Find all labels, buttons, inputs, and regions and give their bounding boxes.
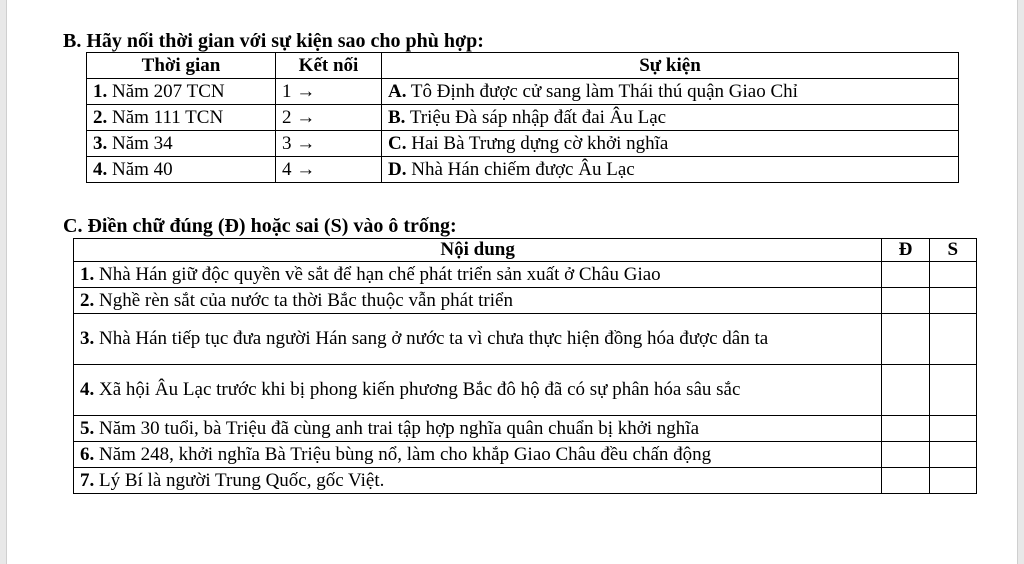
header-true: Đ	[882, 239, 929, 262]
table-row	[74, 288, 977, 314]
false-answer-box[interactable]	[929, 262, 976, 288]
table-row	[74, 442, 977, 468]
connect-cell[interactable]: 1 →	[276, 79, 382, 105]
row-number: 6.	[80, 443, 95, 465]
statement-text: Năm 30 tuổi, bà Triệu đã cùng anh trai tập hợp nghĩa quân chuẩn bị khởi nghĩa	[99, 417, 700, 439]
true-answer-box[interactable]	[882, 416, 929, 442]
row-number: 4.	[93, 158, 108, 180]
connect-cell[interactable]: 2 →	[276, 105, 382, 131]
statement-cell	[74, 416, 882, 442]
event-letter: A.	[388, 80, 407, 102]
connect-cell[interactable]: 4 →	[276, 157, 382, 183]
table-row	[87, 79, 959, 105]
time-cell	[87, 131, 276, 157]
true-answer-box[interactable]	[882, 442, 929, 468]
header-false: S	[929, 239, 976, 262]
row-number: 1.	[93, 80, 108, 102]
time-text: Năm 34	[112, 132, 173, 154]
event-cell	[382, 79, 959, 105]
event-letter: B.	[388, 106, 406, 128]
table-row	[74, 365, 977, 416]
true-answer-box[interactable]	[882, 314, 929, 365]
time-cell	[87, 79, 276, 105]
false-answer-box[interactable]	[929, 416, 976, 442]
time-text: Năm 111 TCN	[112, 106, 224, 128]
event-text: Nhà Hán chiếm được Âu Lạc	[411, 158, 635, 180]
event-text: Triệu Đà sáp nhập đất đai Âu Lạc	[409, 106, 667, 128]
true-answer-box[interactable]	[882, 365, 929, 416]
row-number: 3.	[93, 132, 108, 154]
row-number: 4.	[80, 379, 95, 400]
statement-text: Xã hội Âu Lạc trước khi bị phong kiến phương Bắc đô hộ đã có sự phân hóa sâu sắc	[99, 379, 741, 400]
event-text: Tô Định được cử sang làm Thái thú quận Giao Chỉ	[410, 80, 798, 102]
false-answer-box[interactable]	[929, 468, 976, 494]
statement-cell	[74, 442, 882, 468]
table-row	[74, 262, 977, 288]
statement-cell	[74, 262, 882, 288]
table-row	[87, 131, 959, 157]
section-c-heading: C. Điền chữ đúng (Đ) hoặc sai (S) vào ô trống:	[63, 215, 457, 237]
time-text: Năm 40	[112, 158, 173, 180]
row-number: 1.	[80, 263, 95, 285]
header-content: Nội dung	[74, 239, 882, 262]
event-cell	[382, 105, 959, 131]
row-number: 3.	[80, 328, 95, 349]
header-time: Thời gian	[87, 53, 276, 79]
statement-text: Nhà Hán tiếp tục đưa người Hán sang ở nước ta vì chưa thực hiện đồng hóa được dân ta	[99, 328, 769, 349]
true-false-table	[73, 238, 977, 494]
time-text: Năm 207 TCN	[112, 80, 225, 102]
header-event: Sự kiện	[382, 53, 959, 79]
matching-table	[86, 52, 959, 183]
event-cell	[382, 131, 959, 157]
event-cell	[382, 157, 959, 183]
table-row	[87, 105, 959, 131]
false-answer-box[interactable]	[929, 314, 976, 365]
time-cell	[87, 157, 276, 183]
row-number: 5.	[80, 417, 95, 439]
row-number: 7.	[80, 469, 95, 491]
statement-cell	[74, 468, 882, 494]
statement-cell	[74, 365, 882, 416]
table-row	[74, 416, 977, 442]
false-answer-box[interactable]	[929, 442, 976, 468]
table-row	[87, 157, 959, 183]
time-cell	[87, 105, 276, 131]
statement-cell	[74, 314, 882, 365]
false-answer-box[interactable]	[929, 365, 976, 416]
row-number: 2.	[80, 289, 95, 311]
statement-text: Lý Bí là người Trung Quốc, gốc Việt.	[99, 469, 385, 491]
document-page	[6, 0, 1018, 564]
header-connect: Kết nối	[276, 53, 382, 79]
event-letter: C.	[388, 132, 407, 154]
table-row	[74, 468, 977, 494]
true-answer-box[interactable]	[882, 468, 929, 494]
statement-cell	[74, 288, 882, 314]
true-answer-box[interactable]	[882, 288, 929, 314]
event-text: Hai Bà Trưng dựng cờ khởi nghĩa	[411, 132, 669, 154]
section-b-heading: B. Hãy nối thời gian với sự kiện sao cho phù hợp:	[63, 30, 484, 52]
statement-text: Nhà Hán giữ độc quyền về sắt để hạn chế phát triển sản xuất ở Châu Giao	[99, 263, 661, 285]
table-header-row	[74, 239, 977, 262]
connect-cell[interactable]: 3 →	[276, 131, 382, 157]
event-letter: D.	[388, 158, 407, 180]
statement-text: Năm 248, khởi nghĩa Bà Triệu bùng nổ, làm cho khắp Giao Châu đều chấn động	[99, 443, 712, 465]
table-header-row	[87, 53, 959, 79]
statement-text: Nghề rèn sắt của nước ta thời Bắc thuộc vẫn phát triển	[99, 289, 513, 311]
false-answer-box[interactable]	[929, 288, 976, 314]
row-number: 2.	[93, 106, 108, 128]
table-row	[74, 314, 977, 365]
true-answer-box[interactable]	[882, 262, 929, 288]
